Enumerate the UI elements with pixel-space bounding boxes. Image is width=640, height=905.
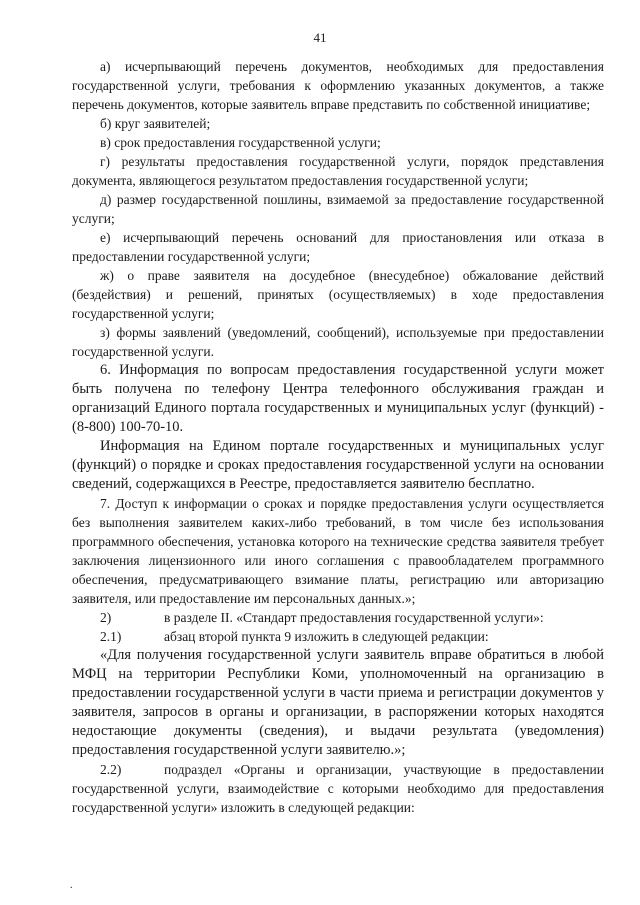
paragraph-item-b: б) круг заявителей; bbox=[100, 116, 211, 131]
paragraph-subitem-2-2 bbox=[72, 760, 604, 817]
paragraph-item-v: в) срок предоставления государственной услуги; bbox=[100, 135, 381, 150]
paragraph-item-a: а) исчерпывающий перечень документов, необходимых для предоставления государственной услуги, требования к оформлению указанных документов, а также перечень документов, которые заявитель вправе представить по собственной инициативе; bbox=[72, 59, 604, 112]
item-text: абзац второй пункта 9 изложить в следующей редакции: bbox=[164, 629, 489, 644]
page-number: 41 bbox=[313, 30, 327, 45]
paragraph-subitem-2-1 bbox=[72, 627, 604, 646]
item-text: подраздел «Органы и организации, участвующие в предоставлении государственной услуги, взаимодействие с которыми необходимо для предоставления государственной услуги» изложить в следующей редакции: bbox=[72, 762, 604, 815]
paragraph-item-g: г) результаты предоставления государственной услуги, порядок представления документа, являющегося результатом предоставления государственной услуги; bbox=[72, 154, 604, 188]
item-number: 2.2) bbox=[100, 762, 122, 777]
item-number: 2) bbox=[100, 610, 112, 625]
paragraph-point-7: 7. Доступ к информации о сроках и порядке предоставления услуги осуществляется без выполнения заявителем каких-либо требований, в том числе без использования программного обеспечения, установка которого на технические средства заявителя требует заключения лицензионного или иного соглашения с правообладателем программного обеспечения, предусматривающего взимание платы, регистрацию или авторизацию заявителя, или предоставление им персональных данных.»; bbox=[72, 496, 604, 606]
paragraph-portal-info: Информация на Едином портале государственных и муниципальных услуг (функций) о порядке и сроках предоставления государственной услуги на основании сведений, содержащихся в Реестре, предоставляется заявителю бесплатно. bbox=[72, 438, 604, 492]
paragraph-quote-mfc: «Для получения государственной услуги заявитель вправе обратиться в любой МФЦ на территории Республики Коми, уполномоченный на организацию в предоставлении государственной услуги в части приема и регистрации документов у заявителя, запросов в органы и организации, в распоряжении которых находятся недостающие документы (сведения), и выдачи результата (уведомления) предоставления государственной услуги заявителю.»; bbox=[72, 647, 604, 758]
paragraph-item-e: е) исчерпывающий перечень оснований для приостановления или отказа в предоставлении государственной услуги; bbox=[72, 230, 604, 264]
paragraph-section-2 bbox=[72, 608, 604, 627]
item-text: в разделе II. «Стандарт предоставления государственной услуги»: bbox=[164, 610, 544, 625]
paragraph-point-6: 6. Информация по вопросам предоставления государственной услуги может быть получена по телефону Центра телефонного обслуживания граждан и организаций Единого портала государственных и муниципальных услуг (функций) - (8-800) 100-70-10. bbox=[72, 362, 604, 435]
item-number: 2.1) bbox=[100, 629, 122, 644]
stray-mark: . bbox=[70, 880, 73, 891]
document-body bbox=[72, 57, 604, 817]
paragraph-item-z: з) формы заявлений (уведомлений, сообщений), используемые при предоставлении государственной услуги. bbox=[72, 325, 604, 359]
paragraph-item-d: д) размер государственной пошлины, взимаемой за предоставление государственной услуги; bbox=[72, 192, 604, 226]
paragraph-item-zh: ж) о праве заявителя на досудебное (внесудебное) обжалование действий (бездействия) и решений, принятых (осуществляемых) в ходе предоставления государственной услуги; bbox=[72, 268, 604, 321]
